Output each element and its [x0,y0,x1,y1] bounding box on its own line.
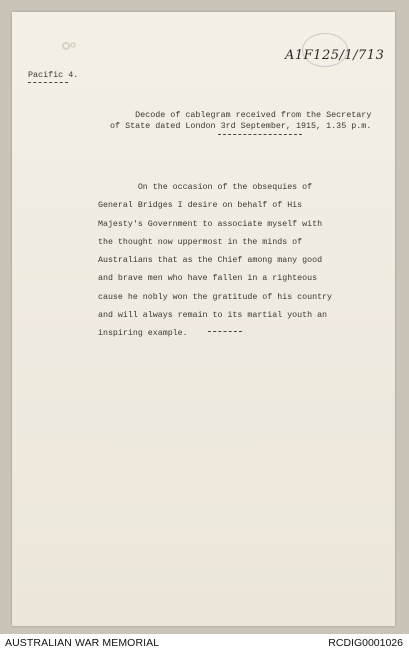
document-heading [110,110,371,132]
reference-underline [28,82,68,83]
closing-rule [208,331,242,332]
body-line: the thought now uppermost in the minds of [98,237,303,247]
ink-mark-icon [58,38,80,59]
record-id: RCDIG0001026 [328,637,403,649]
institution-name: AUSTRALIAN WAR MEMORIAL [5,637,160,649]
body-line: Majesty's Government to associate myself with [98,219,323,229]
body-line: Australians that as the Chief among many good [98,256,323,266]
heading-line-2: of State dated London 3rd September, 1915, 1.35 p.m. [110,121,372,131]
footer-bar [0,634,409,654]
body-line: On the occasion of the obsequies of [98,183,313,192]
body-line: and will always remain to its martial youth an [98,311,328,321]
document-reference: Pacific 4. [28,70,79,80]
body-line: General Bridges I desire on behalf of His [98,201,303,211]
document-body [98,179,332,344]
heading-line-1: Decode of cablegram received from the Secretary [135,110,372,120]
body-line: and brave men who have fallen in a righteous [98,274,318,284]
heading-underline [218,134,302,135]
body-line: cause he nobly won the gratitude of his country [98,292,333,302]
body-line: inspiring example. [98,329,188,339]
handwritten-reference: A1F125/1/713 [285,48,385,63]
